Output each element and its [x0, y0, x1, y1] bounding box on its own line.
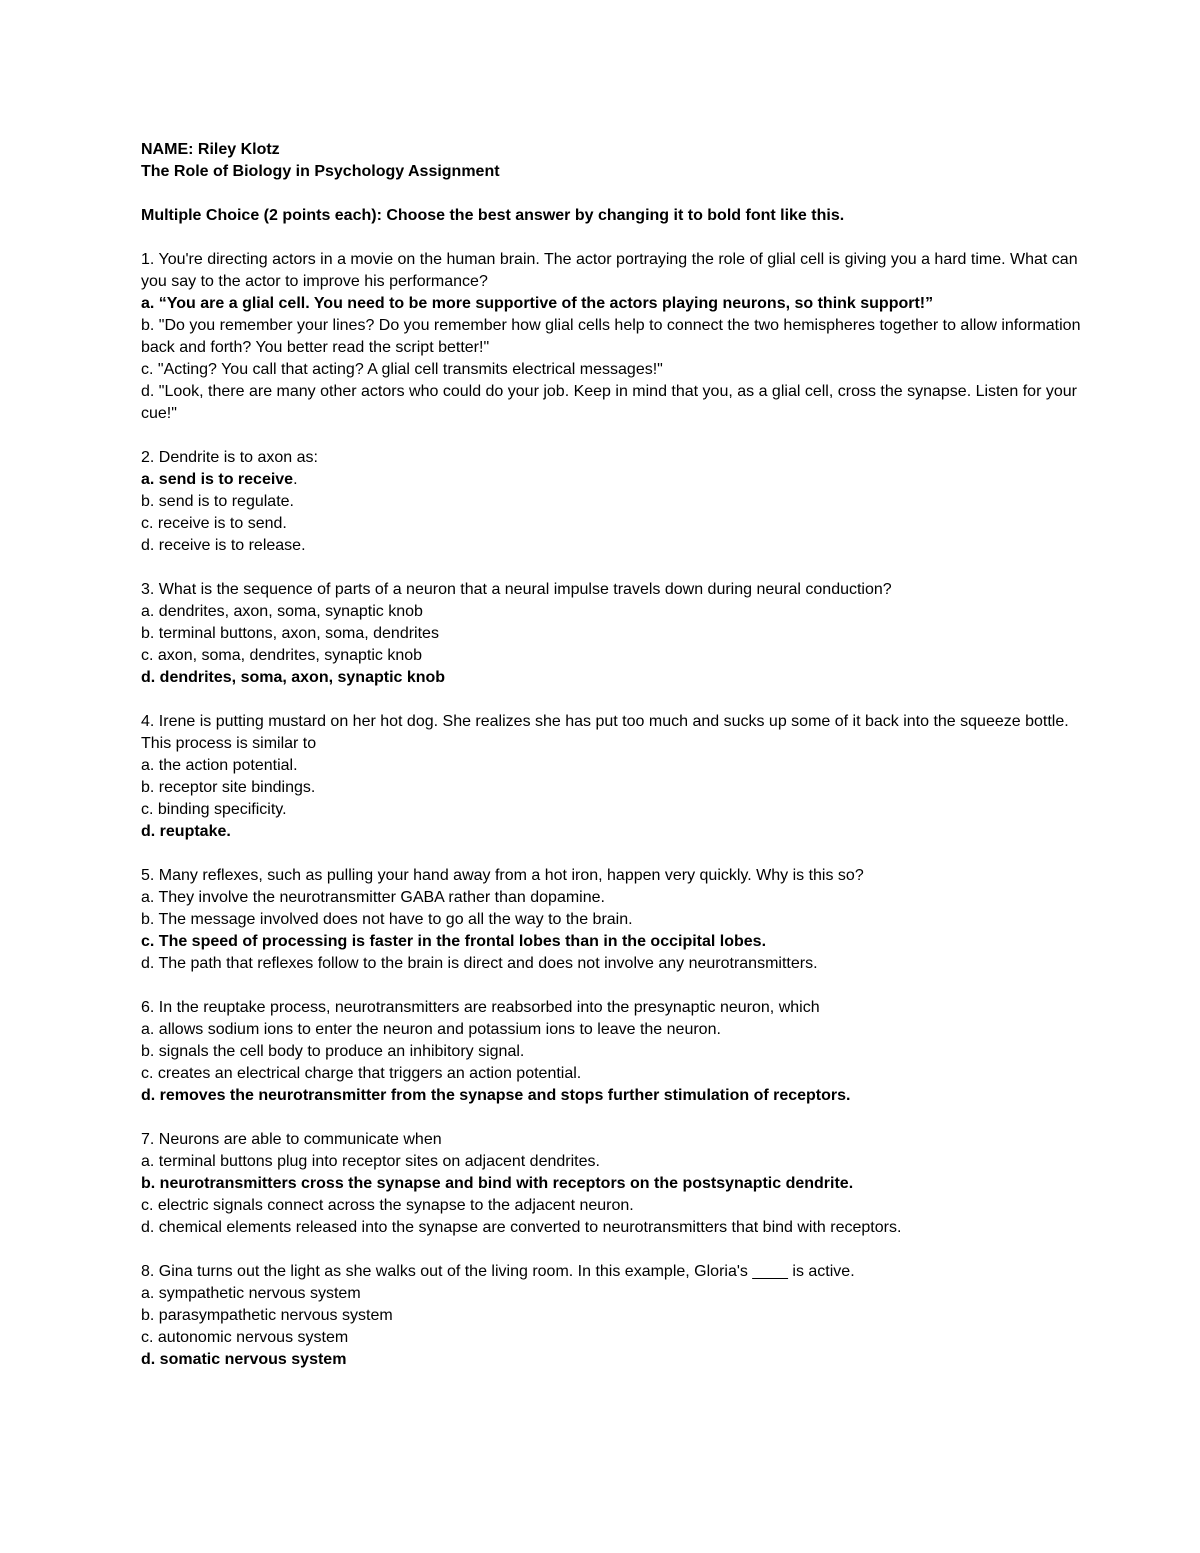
answer-option: b. receptor site bindings. — [141, 779, 316, 796]
spacer — [141, 1239, 1081, 1261]
answer-option: a. They involve the neurotransmitter GABA rather than dopamine. — [141, 889, 605, 906]
question-7 — [141, 1129, 1081, 1239]
question-stem: 4. Irene is putting mustard on her hot dog. She realizes she has put too much and sucks up some of it back into the squeeze bottle. This process is similar to — [141, 713, 1069, 752]
question-4 — [141, 711, 1081, 843]
answer-option — [141, 469, 1081, 491]
spacer — [141, 689, 1081, 711]
answer-option: d. removes the neurotransmitter from the synapse and stops further stimulation of receptors. — [141, 1087, 851, 1104]
assignment-document — [141, 139, 1081, 1371]
answer-option: a. dendrites, axon, soma, synaptic knob — [141, 603, 423, 620]
answer-option: b. "Do you remember your lines? Do you remember how glial cells help to connect the two hemispheres together to allow information back and forth? You better read the script better!" — [141, 317, 1081, 356]
answer-option: c. electric signals connect across the synapse to the adjacent neuron. — [141, 1197, 634, 1214]
question-8 — [141, 1261, 1081, 1371]
answer-option: b. signals the cell body to produce an inhibitory signal. — [141, 1043, 525, 1060]
answer-option: d. chemical elements released into the synapse are converted to neurotransmitters that bind with receptors. — [141, 1219, 902, 1236]
answer-option: b. terminal buttons, axon, soma, dendrites — [141, 625, 439, 642]
answer-option: d. somatic nervous system — [141, 1351, 347, 1368]
answer-option: a. “You are a glial cell. You need to be more supportive of the actors playing neurons, so think support!” — [141, 295, 934, 312]
instructions: Multiple Choice (2 points each): Choose the best answer by changing it to bold font like this. — [141, 207, 845, 224]
answer-option: c. receive is to send. — [141, 515, 287, 532]
spacer — [141, 227, 1081, 249]
question-stem: 5. Many reflexes, such as pulling your hand away from a hot iron, happen very quickly. Why is this so? — [141, 867, 864, 884]
question-stem: 6. In the reuptake process, neurotransmitters are reabsorbed into the presynaptic neuron, which — [141, 999, 820, 1016]
answer-option-bold: a. send is to receive — [141, 471, 294, 488]
spacer — [141, 843, 1081, 865]
spacer — [141, 557, 1081, 579]
answer-option: c. axon, soma, dendrites, synaptic knob — [141, 647, 423, 664]
answer-option: b. The message involved does not have to go all the way to the brain. — [141, 911, 633, 928]
answer-option: d. reuptake. — [141, 823, 231, 840]
answer-option: a. sympathetic nervous system — [141, 1285, 361, 1302]
answer-option: d. dendrites, soma, axon, synaptic knob — [141, 669, 446, 686]
answer-option: b. send is to regulate. — [141, 493, 294, 510]
answer-option: c. The speed of processing is faster in the frontal lobes than in the occipital lobes. — [141, 933, 767, 950]
answer-option: d. The path that reflexes follow to the brain is direct and does not involve any neurotransmitters. — [141, 955, 818, 972]
question-6 — [141, 997, 1081, 1107]
answer-option: d. "Look, there are many other actors who could do your job. Keep in mind that you, as a glial cell, cross the synapse. Listen for your cue!" — [141, 383, 1077, 422]
answer-option: b. parasympathetic nervous system — [141, 1307, 393, 1324]
assignment-title: The Role of Biology in Psychology Assignment — [141, 163, 500, 180]
spacer — [141, 1107, 1081, 1129]
student-name: NAME: Riley Klotz — [141, 141, 280, 158]
question-1 — [141, 249, 1081, 425]
spacer — [141, 183, 1081, 205]
question-2 — [141, 447, 1081, 557]
question-3 — [141, 579, 1081, 689]
question-stem: 8. Gina turns out the light as she walks out of the living room. In this example, Gloria's ____ is active. — [141, 1263, 855, 1280]
question-stem: 1. You're directing actors in a movie on the human brain. The actor portraying the role of glial cell is giving you a hard time. What can you say to the actor to improve his performance? — [141, 251, 1078, 290]
answer-option: a. the action potential. — [141, 757, 298, 774]
spacer — [141, 425, 1081, 447]
question-stem: 3. What is the sequence of parts of a neuron that a neural impulse travels down during neural conduction? — [141, 581, 892, 598]
answer-option: c. creates an electrical charge that triggers an action potential. — [141, 1065, 582, 1082]
spacer — [141, 975, 1081, 997]
answer-trailing-period: . — [293, 471, 298, 488]
question-stem: 2. Dendrite is to axon as: — [141, 449, 318, 466]
question-5 — [141, 865, 1081, 975]
answer-option: a. allows sodium ions to enter the neuron and potassium ions to leave the neuron. — [141, 1021, 721, 1038]
answer-option: a. terminal buttons plug into receptor sites on adjacent dendrites. — [141, 1153, 600, 1170]
answer-option: c. "Acting? You call that acting? A glial cell transmits electrical messages!" — [141, 361, 663, 378]
answer-option: c. binding specificity. — [141, 801, 287, 818]
answer-option: b. neurotransmitters cross the synapse and bind with receptors on the postsynaptic dendrite. — [141, 1175, 854, 1192]
question-stem: 7. Neurons are able to communicate when — [141, 1131, 442, 1148]
answer-option: d. receive is to release. — [141, 537, 306, 554]
answer-option: c. autonomic nervous system — [141, 1329, 349, 1346]
